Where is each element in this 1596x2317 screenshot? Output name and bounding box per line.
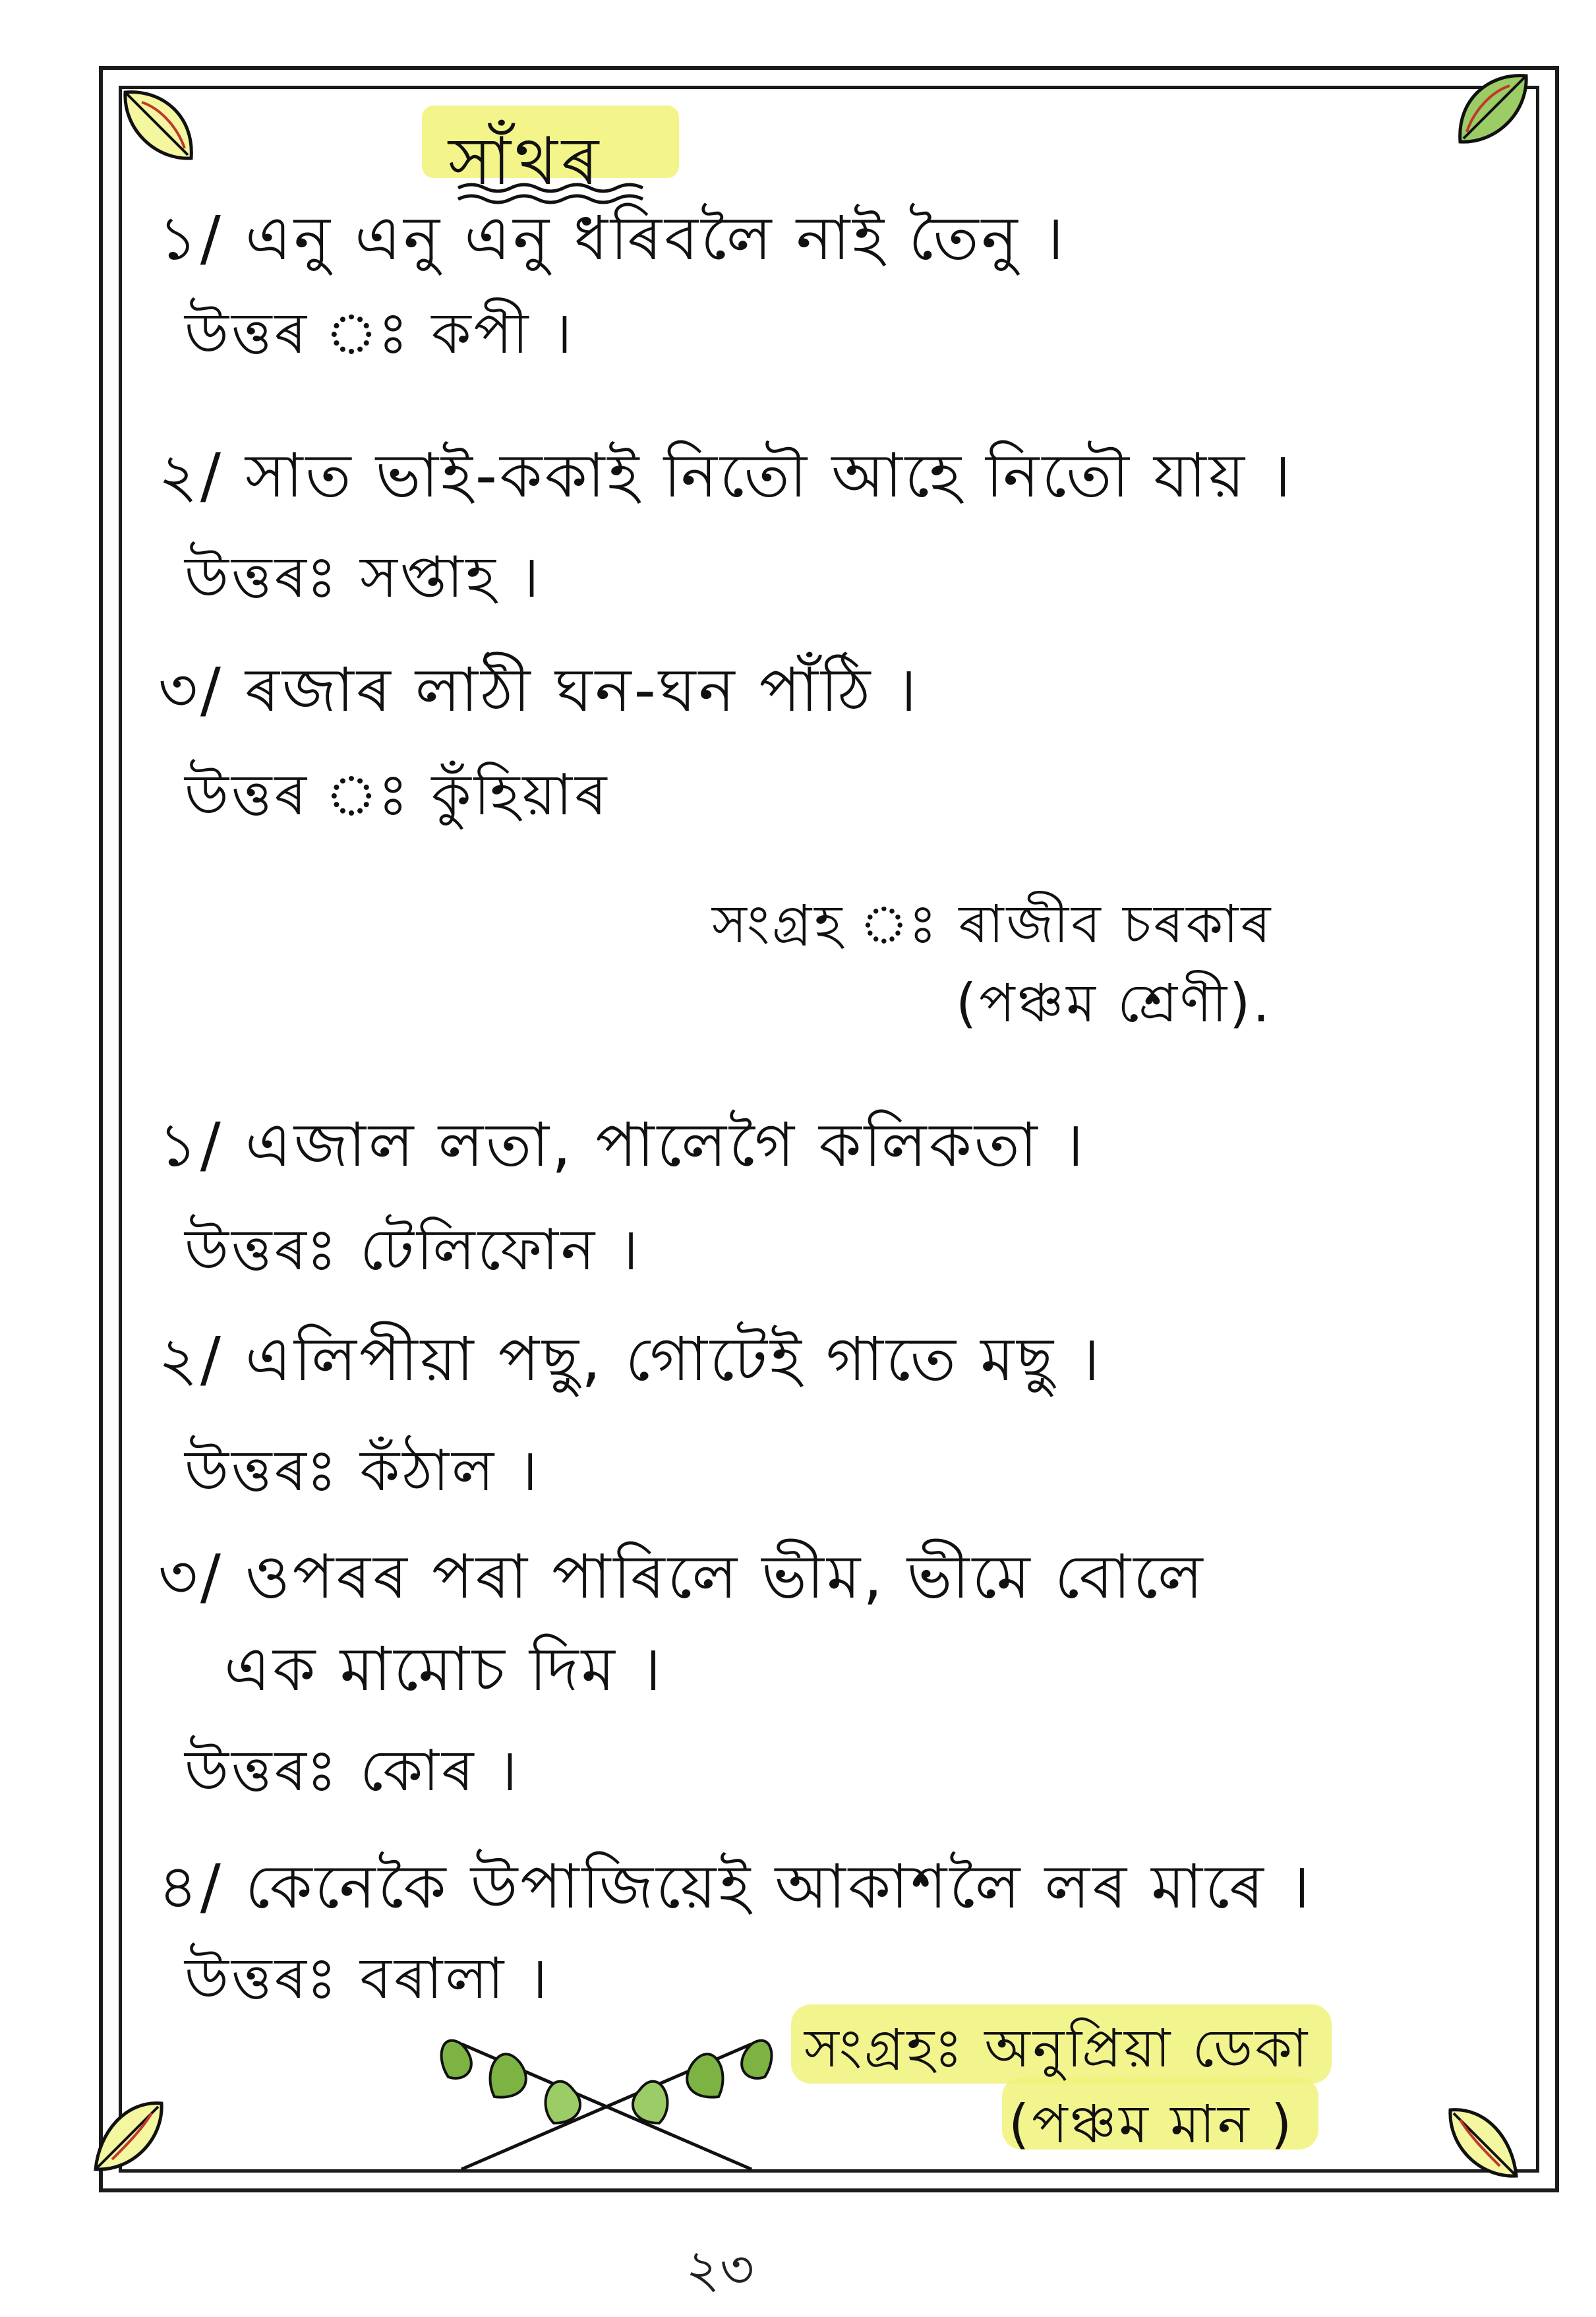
riddle-6-question: ৩/ ওপৰৰ পৰা পাৰিলে ভীম, ভীমে বোলে <box>158 1542 1206 1612</box>
riddle-7-question: ৪/ কেনেকৈ উপাজিয়েই আকাশলৈ লৰ মাৰে । <box>158 1851 1313 1922</box>
riddle-3-question: ৩/ ৰজাৰ লাঠী ঘন-ঘন পাঁঠি । <box>158 655 920 725</box>
riddle-6-question-continued: এক মামোচ দিম । <box>224 1634 664 1704</box>
page-title <box>422 99 679 198</box>
riddle-1-question: ১/ এনু এনু এনু ধৰিবলৈ নাই তৈনু । <box>158 203 1067 274</box>
riddle-5-question: ২/ এলিপীয়া পছু, গোটেই গাতে মছু । <box>158 1324 1103 1395</box>
leaf-spray-decoration <box>422 2018 791 2176</box>
riddle-1-answer: উত্তৰ ঃ কপী । <box>185 301 575 367</box>
leaf-icon-top-right <box>1450 66 1536 152</box>
riddle-5-answer: উত্তৰঃ কঁঠাল । <box>185 1438 541 1504</box>
credit-2-line2: (পঞ্চম মান ) <box>1009 2093 1295 2155</box>
leaf-icon-bottom-left <box>86 2093 171 2179</box>
leaf-icon-top-left <box>115 82 201 168</box>
credit-1-line1: সংগ্ৰহ ঃ ৰাজীব চৰকাৰ <box>712 893 1274 955</box>
riddle-7-answer: উত্তৰঃ বৰালা । <box>185 1946 550 2012</box>
credit-1-line2: (পঞ্চম শ্ৰেণী). <box>956 973 1272 1034</box>
riddle-2-question: ২/ সাত ভাই-ককাই নিতৌ আহে নিতৌ যায় । <box>158 440 1294 511</box>
credit-2-line1: সংগ্ৰহঃ অনুপ্ৰিয়া ডেকা <box>804 2018 1311 2079</box>
riddle-2-answer: উত্তৰঃ সপ্তাহ । <box>185 545 542 611</box>
page-number: ২৩ <box>686 2239 755 2300</box>
riddle-4-answer: উত্তৰঃ টেলিফোন । <box>185 1217 641 1283</box>
leaf-icon-bottom-right <box>1440 2100 1526 2186</box>
title-text: সাঁথৰ <box>448 123 603 200</box>
riddle-4-question: ১/ এজাল লতা, পালেগৈ কলিকতা । <box>158 1110 1086 1180</box>
riddle-3-answer: উত্তৰ ঃ কুঁহিয়াৰ <box>185 762 610 828</box>
riddle-6-answer: উত্তৰঃ কোৰ । <box>185 1738 520 1804</box>
